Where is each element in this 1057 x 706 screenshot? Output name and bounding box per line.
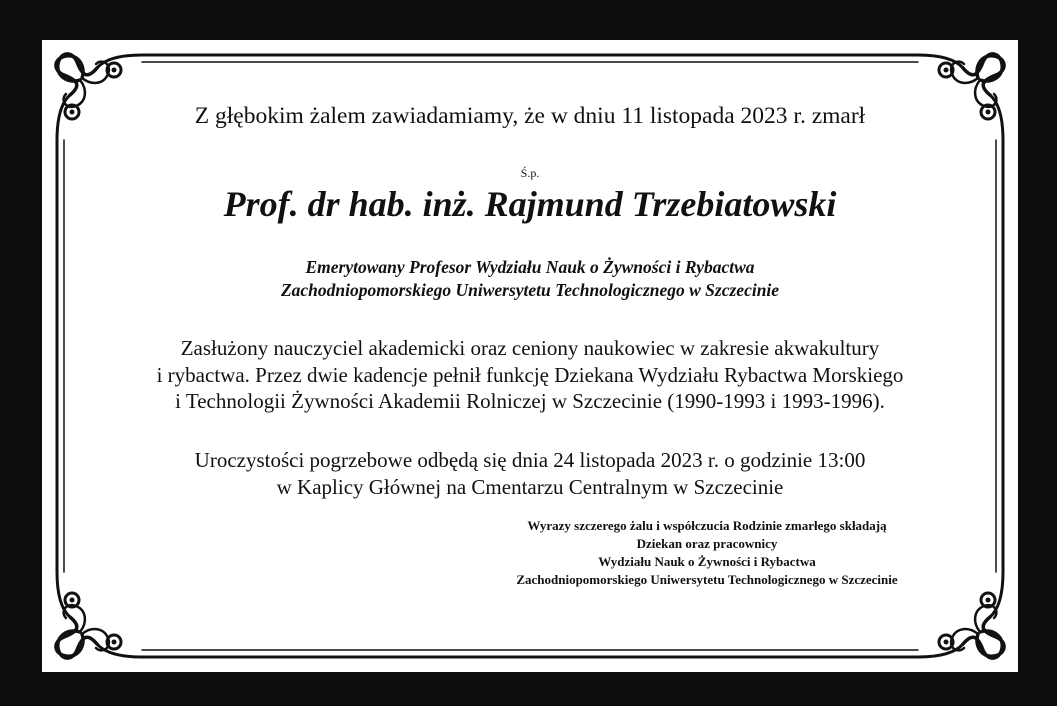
condolences-line: Wydziału Nauk o Żywności i Rybactwa <box>598 554 816 569</box>
condolences-signature <box>442 517 972 589</box>
funeral-line: Uroczystości pogrzebowe odbędą się dnia 24 listopada 2023 r. o godzinie 13:00 <box>194 448 866 472</box>
role-line: Zachodniopomorskiego Uniwersytetu Technologicznego w Szczecinie <box>280 280 780 300</box>
biography-line: i rybactwa. Przez dwie kadencje pełnił funkcję Dziekana Wydziału Rybactwa Morskiego <box>156 362 904 387</box>
honorific-prefix: Ś.p. <box>520 166 540 180</box>
obituary-card <box>42 40 1018 672</box>
funeral-line: w Kaplicy Głównej na Cmentarzu Centralnym w Szczecinie <box>276 474 784 499</box>
biography-line: Zasłużony nauczyciel akademicki oraz ceniony naukowiec w zakresie akwakultury <box>180 336 880 360</box>
deceased-name: Prof. dr hab. inż. Rajmund Trzebiatowski <box>223 184 837 224</box>
corner-ornament-bottom-left <box>56 572 142 658</box>
condolences-line: Zachodniopomorskiego Uniwersytetu Technologicznego w Szczecinie <box>516 572 898 587</box>
biography-paragraph <box>42 335 1018 415</box>
condolences-line: Dziekan oraz pracownicy <box>636 536 778 551</box>
biography-line: i Technologii Żywności Akademii Rolniczej w Szczecinie (1990-1993 i 1993-1996). <box>175 389 885 413</box>
role-line: Emerytowany Profesor Wydziału Nauk o Żywności i Rybactwa <box>305 257 755 277</box>
announcement-intro: Z głębokim żalem zawiadamiamy, że w dniu 11 listopada 2023 r. zmarł <box>194 103 866 129</box>
deceased-role <box>42 256 1018 302</box>
condolences-line: Wyrazy szczerego żalu i współczucia Rodzinie zmarłego składają <box>527 518 887 533</box>
funeral-details <box>42 447 1018 500</box>
